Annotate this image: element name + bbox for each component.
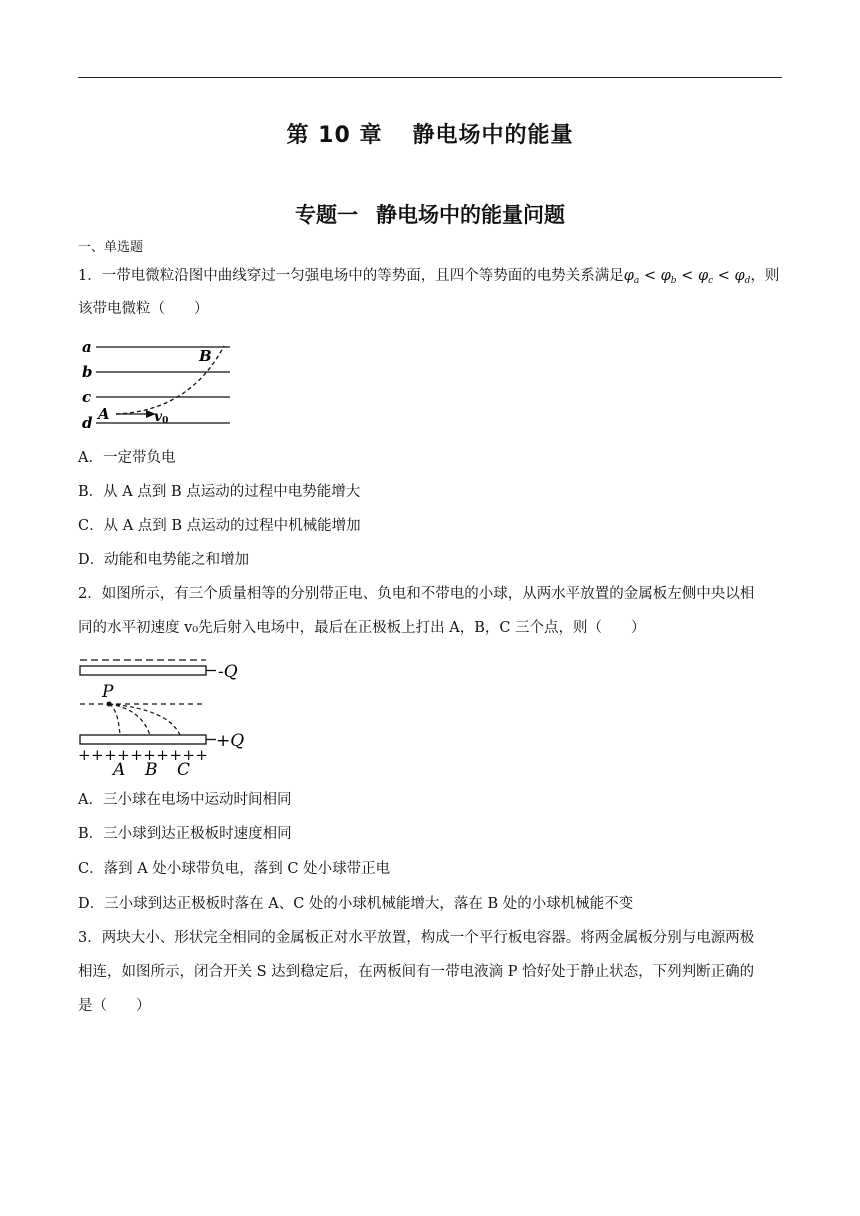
chapter-name: 静电场中的能量	[412, 123, 574, 148]
positive-charges: ++++++++++	[78, 746, 208, 764]
q3-stem-line3: 是（ ）	[78, 998, 151, 1014]
q1-option-c: C．从 A 点到 B 点运动的过程中机械能增加	[78, 518, 361, 534]
potential-relation: $\varphi_a < \varphi_b < \varphi_c < \varphi_d$	[623, 268, 751, 286]
q3-stem-line2: 相连，如图所示，闭合开关 S 达到稳定后，在两板间有一带电液滴 P 恰好处于静止状态，下列判断正确的	[78, 964, 755, 980]
point-p-label: P	[102, 682, 114, 702]
header-rule	[78, 77, 782, 78]
trajectory-b	[109, 704, 150, 735]
q2-option-a: A．三小球在电场中运动时间相同	[78, 792, 292, 808]
q2-figure	[78, 655, 248, 780]
hit-c-label: C	[177, 760, 191, 780]
q2-stem-line2: 同的水平初速度 v₀先后射入电场中，最后在正极板上打出 A，B，C 三个点，则（ ）	[78, 620, 646, 636]
topic-name: 静电场中的能量问题	[376, 203, 565, 227]
label-d: d	[82, 414, 93, 432]
q2-stem-line1: 2．如图所示，有三个质量相等的分别带正电、负电和不带电的小球，从两水平放置的金属板左侧中央以相	[78, 586, 755, 602]
point-a-label: A	[98, 405, 110, 423]
label-a: a	[82, 338, 92, 356]
label-c: c	[82, 388, 92, 406]
q1-stem-text: 1．一带电微粒沿图中曲线穿过一匀强电场中的等势面，且四个等势面的电势关系满足	[78, 268, 624, 284]
q1-option-b: B．从 A 点到 B 点运动的过程中电势能增大	[78, 484, 361, 500]
velocity-label: v0	[154, 409, 169, 426]
label-b: b	[82, 363, 93, 381]
q3-stem-line1: 3．两块大小、形状完全相同的金属板正对水平放置，构成一个平行板电容器。将两金属板分别与电源两极	[78, 930, 755, 946]
hit-a-label: A	[113, 760, 126, 780]
trajectory-a	[109, 704, 120, 735]
q2-option-c: C．落到 A 处小球带负电，落到 C 处小球带正电	[78, 861, 391, 877]
topic-title	[0, 199, 860, 229]
q2-option-d: D．三小球到达正极板时落在 A、C 处的小球机械能增大，落在 B 处的小球机械能不变	[78, 896, 634, 912]
q1-stem-end: ，则	[750, 268, 780, 284]
q2-option-b: B．三小球到达正极板时速度相同	[78, 826, 292, 842]
chapter-title	[0, 118, 860, 149]
negative-plate-label: -Q	[218, 662, 238, 682]
q1-figure	[78, 336, 238, 436]
q1-stem-line2: 该带电微粒（ ）	[78, 301, 209, 317]
positive-plate	[80, 735, 206, 744]
chapter-number: 第 10 章	[286, 123, 383, 148]
trajectories	[109, 704, 180, 735]
q1-option-d: D．动能和电势能之和增加	[78, 552, 250, 568]
positive-plate-label: +Q	[216, 731, 245, 751]
hit-b-label: B	[145, 760, 158, 780]
point-b-label: B	[199, 347, 212, 365]
q1-option-a: A．一定带负电	[78, 450, 176, 466]
topic-number: 专题一	[295, 203, 358, 227]
section-label: 一、单选题	[78, 240, 144, 255]
negative-plate	[80, 666, 206, 675]
